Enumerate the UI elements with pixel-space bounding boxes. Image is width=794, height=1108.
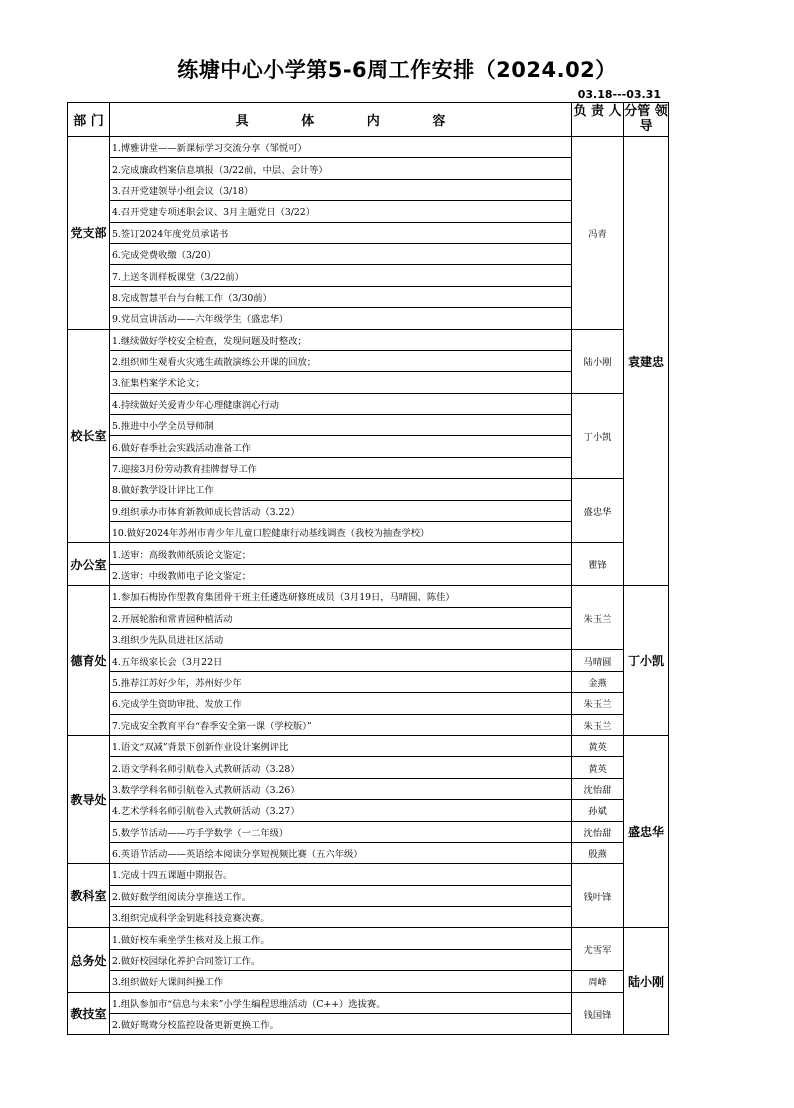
task-item: 4.艺术学科名师引航卷入式教研活动（3.27）: [110, 800, 572, 821]
task-item: 2.做好鸳鸯分校监控设备更新更换工作。: [110, 1014, 572, 1035]
task-item: 3.组织做好大课间纠操工作: [110, 971, 572, 992]
table-row: [68, 137, 669, 158]
table-row: [68, 693, 669, 714]
table-row: [68, 586, 669, 607]
owner-cell: 沈怡甜: [572, 821, 624, 842]
task-item: 7.完成安全教育平台“春季安全第一课（学校版）”: [110, 714, 572, 735]
task-item: 2.做好数学组阅读分享推送工作。: [110, 885, 572, 906]
dept-cell: 教导处: [68, 735, 110, 863]
owner-cell: 钱叶锋: [572, 864, 624, 928]
task-item: 10.做好2024年苏州市青少年儿童口腔健康行动基线调查（我校为抽查学校）: [110, 522, 572, 543]
date-range: 03.18---03.31: [577, 88, 661, 101]
schedule-table: [67, 102, 669, 1035]
task-item: 1.语文“双减”背景下创新作业设计案例评比: [110, 735, 572, 756]
owner-cell: 周峰: [572, 971, 624, 992]
header-content-char: 体: [301, 114, 315, 129]
dept-cell: 校长室: [68, 329, 110, 543]
dept-cell: 德育处: [68, 586, 110, 736]
task-item: 8.完成智慧平台与台帐工作（3/30前）: [110, 286, 572, 307]
task-item: 2.做好校园绿化养护合同签订工作。: [110, 949, 572, 970]
owner-cell: 盛忠华: [572, 479, 624, 543]
leader-cell: 盛忠华: [624, 735, 669, 928]
task-item: 6.完成党费收缴（3/20）: [110, 243, 572, 264]
task-item: 5.签订2024年度党员承诺书: [110, 222, 572, 243]
table-header-row: [68, 103, 669, 137]
task-item: 1.参加石梅协作型教育集团骨干班主任遴选研修班成员（3月19日，马晴圆、陈佳）: [110, 586, 572, 607]
task-item: 2.开展轮胎和常青园种植活动: [110, 607, 572, 628]
task-item: 8.做好教学设计评比工作: [110, 479, 572, 500]
dept-cell: 教技室: [68, 992, 110, 1035]
owner-cell: 朱玉兰: [572, 586, 624, 650]
dept-cell: 办公室: [68, 543, 110, 586]
table-row: [68, 714, 669, 735]
task-item: 5.推进中小学全员导师制: [110, 415, 572, 436]
task-item: 1.博雅讲堂——新课标学习交流分享（邹悦可）: [110, 137, 572, 158]
header-owner: 负 责 人: [572, 103, 624, 137]
leader-cell: 丁小凯: [624, 586, 669, 736]
task-item: 9.党员宣讲活动——六年级学生（盛忠华）: [110, 308, 572, 329]
task-item: 1.组队参加市“信息与未来”小学生编程思维活动（C++）选拔赛。: [110, 992, 572, 1013]
dept-cell: 党支部: [68, 137, 110, 330]
task-item: 6.做好春季社会实践活动准备工作: [110, 436, 572, 457]
task-item: 4.召开党建专项述职会议、3月主题党日（3/22）: [110, 201, 572, 222]
owner-cell: 丁小凯: [572, 393, 624, 479]
task-item: 9.组织承办市体育新教师成长营活动（3.22）: [110, 500, 572, 521]
header-content-char: 内: [366, 114, 380, 129]
owner-cell: 黄英: [572, 757, 624, 778]
owner-cell: 瞿锋: [572, 543, 624, 586]
task-item: 3.召开党建领导小组会议（3/18）: [110, 179, 572, 200]
owner-cell: 钱国锋: [572, 992, 624, 1035]
owner-cell: 陆小刚: [572, 329, 624, 393]
owner-cell: 孙斌: [572, 800, 624, 821]
owner-cell: 朱玉兰: [572, 693, 624, 714]
task-item: 6.完成学生资助审批、发放工作: [110, 693, 572, 714]
task-item: 5.推荐江苏好少年，苏州好少年: [110, 671, 572, 692]
task-item: 2.完成廉政档案信息填报（3/22前，中层、会计等）: [110, 158, 572, 179]
dept-cell: 总务处: [68, 928, 110, 992]
table-row: [68, 992, 669, 1013]
task-item: 7.上送冬训样板课堂（3/22前）: [110, 265, 572, 286]
task-item: 5.数学节活动——巧手学数学（一二年级）: [110, 821, 572, 842]
dept-cell: 教科室: [68, 864, 110, 928]
task-item: 6.英语节活动——英语绘本阅读分享短视频比赛（五六年级）: [110, 842, 572, 863]
table-row: [68, 800, 669, 821]
header-dept: 部 门: [68, 103, 110, 137]
owner-cell: 朱玉兰: [572, 714, 624, 735]
table-row: [68, 842, 669, 863]
task-item: 2.送审：中级教师电子论文鉴定；: [110, 564, 572, 585]
page-title: 练塘中心小学第5-6周工作安排（2024.02）: [177, 58, 617, 82]
table-row: [68, 650, 669, 671]
owner-cell: 沈怡甜: [572, 778, 624, 799]
table-row: [68, 735, 669, 756]
owner-cell: 马晴圆: [572, 650, 624, 671]
table-row: [68, 543, 669, 564]
leader-cell: 陆小刚: [624, 928, 669, 1035]
table-row: [68, 671, 669, 692]
task-item: 1.继续做好学校安全检查，发现问题及时整改；: [110, 329, 572, 350]
task-item: 3.征集档案学术论文；: [110, 372, 572, 393]
table-row: [68, 971, 669, 992]
table-row: [68, 928, 669, 949]
task-item: 2.组织师生观看火灾逃生疏散演练公开课的回放；: [110, 350, 572, 371]
table-row: [68, 393, 669, 414]
table-row: [68, 479, 669, 500]
owner-cell: 黄英: [572, 735, 624, 756]
leader-cell: 袁建忠: [624, 137, 669, 586]
owner-cell: 金燕: [572, 671, 624, 692]
header-content-char: 容: [432, 114, 446, 129]
header-content-char: 具: [235, 114, 249, 129]
task-item: 1.送审：高级教师纸质论文鉴定；: [110, 543, 572, 564]
owner-cell: 尤雪军: [572, 928, 624, 971]
task-item: 7.迎接3月份劳动教育挂牌督导工作: [110, 457, 572, 478]
task-item: 4.五年级家长会（3月22日: [110, 650, 572, 671]
task-item: 2.语文学科名师引航卷入式教研活动（3.28）: [110, 757, 572, 778]
table-row: [68, 778, 669, 799]
task-item: 1.做好校车乘坐学生核对及上报工作。: [110, 928, 572, 949]
task-item: 3.组织少先队员进社区活动: [110, 628, 572, 649]
task-item: 3.组织完成科学金钥匙科技竞赛决赛。: [110, 907, 572, 928]
task-item: 3.数学学科名师引航卷入式教研活动（3.26）: [110, 778, 572, 799]
table-row: [68, 329, 669, 350]
table-row: [68, 757, 669, 778]
owner-cell: 冯青: [572, 137, 624, 330]
header-content: [110, 103, 572, 137]
table-row: [68, 821, 669, 842]
task-item: 1.完成十四五课题中期报告。: [110, 864, 572, 885]
owner-cell: 殷燕: [572, 842, 624, 863]
header-leader: 分管 领导: [624, 103, 669, 137]
table-row: [68, 864, 669, 885]
task-item: 4.持续做好关爱青少年心理健康润心行动: [110, 393, 572, 414]
